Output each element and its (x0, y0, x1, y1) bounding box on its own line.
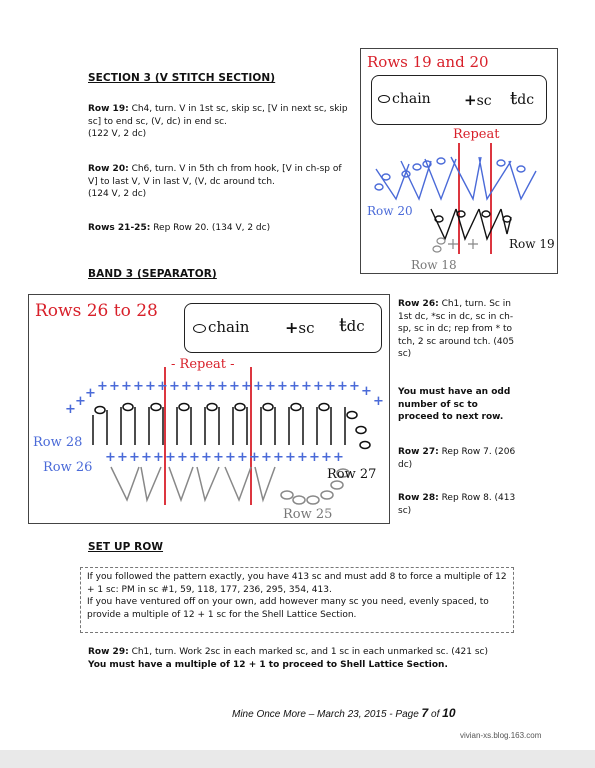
svg-text:+: + (145, 379, 156, 394)
row19-count: (122 V, 2 dc) (88, 129, 147, 139)
diagram-rows19-20 (360, 48, 558, 274)
page-footer (232, 706, 456, 720)
svg-text:+: + (177, 450, 188, 465)
diagram1-row19-label: Row 19 (509, 237, 555, 251)
diagram2-row25-label: Row 25 (283, 507, 333, 522)
row29-label: Row 29: (88, 647, 129, 657)
row26-sc-stitches (105, 450, 344, 465)
svg-text:+: + (333, 450, 344, 465)
svg-text:+: + (75, 394, 86, 409)
svg-text:+: + (133, 379, 144, 394)
diagram1-repeat: Repeat (453, 127, 500, 142)
section3-heading: SECTION 3 (V STITCH SECTION) (88, 72, 276, 84)
rows21-25-instruction (88, 222, 350, 235)
diagram2-row28-label: Row 28 (33, 435, 83, 450)
row29-instruction (88, 646, 508, 671)
svg-text:+: + (65, 402, 76, 417)
band3-heading: BAND 3 (SEPARATOR) (88, 268, 217, 280)
row20-count: (124 V, 2 dc) (88, 189, 147, 199)
footer-text: Mine Once More – March 23, 2015 - Page (232, 709, 422, 720)
svg-text:+: + (205, 379, 216, 394)
sc-symbol-icon: + (464, 91, 477, 109)
row20-label: Row 20: (88, 164, 129, 174)
legend2-chain-label: chain (208, 318, 250, 336)
svg-text:+: + (249, 450, 260, 465)
row20-instruction (88, 163, 350, 201)
setup-note (87, 571, 509, 621)
svg-text:+: + (301, 379, 312, 394)
svg-text:+: + (285, 450, 296, 465)
setup-note-1: If you followed the pattern exactly, you have 413 sc and must add 8 to force a multiple of 12 + 1 sc: PM in sc #1, 59, 118, 177, 236, 295, 354, 413. (87, 572, 507, 595)
svg-text:+: + (361, 384, 372, 399)
footer-of: of (428, 709, 443, 720)
row28-text: Rep Row 8. (413 sc) (398, 493, 516, 516)
footer-total: 10 (442, 706, 456, 720)
svg-text:+: + (349, 379, 360, 394)
diagram2-row26-label: Row 26 (43, 460, 93, 475)
diagram2-title: Rows 26 to 28 (35, 301, 158, 321)
setup-heading: SET UP ROW (88, 541, 164, 553)
svg-text:+: + (337, 379, 348, 394)
svg-text:+: + (237, 450, 248, 465)
svg-text:+: + (373, 394, 384, 409)
legend-dc-label: dc (517, 92, 535, 108)
svg-text:+: + (321, 450, 332, 465)
svg-text:+: + (297, 450, 308, 465)
svg-text:+: + (157, 379, 168, 394)
svg-text:+: + (273, 450, 284, 465)
footer-page: 7 (421, 706, 429, 720)
svg-text:+: + (289, 379, 300, 394)
row20-stitches (375, 157, 536, 199)
row19-stitches (431, 209, 511, 239)
row19-text: Ch4, turn. V in 1st sc, skip sc, [V in next sc, skip sc] to end sc, (V, dc) in end sc. (88, 104, 348, 127)
svg-text:+: + (225, 450, 236, 465)
svg-text:+: + (181, 379, 192, 394)
row28-label: Row 28: (398, 493, 439, 503)
diagram1-title: Rows 19 and 20 (367, 53, 489, 71)
svg-text:+: + (265, 379, 276, 394)
row27-instruction (398, 446, 518, 471)
svg-text:+: + (153, 450, 164, 465)
svg-text:+: + (105, 450, 116, 465)
watermark: vivian-xs.blog.163.com (460, 731, 542, 740)
svg-text:+: + (229, 379, 240, 394)
svg-text:+: + (165, 450, 176, 465)
svg-text:+: + (109, 379, 120, 394)
legend2-dc-label: dc (346, 317, 365, 335)
svg-text:+: + (85, 386, 96, 401)
dc-symbol-icon: ŧ (339, 314, 347, 336)
svg-text:+: + (261, 450, 272, 465)
svg-text:+: + (325, 379, 336, 394)
dc-symbol-icon: ŧ (510, 88, 518, 109)
bottom-strip (0, 750, 595, 768)
svg-text:+: + (169, 379, 180, 394)
row19-label: Row 19: (88, 104, 129, 114)
legend2-sc-label: sc (298, 319, 315, 337)
row26-text: Ch1, turn. Sc in 1st dc, *sc in dc, sc in ch-sp, sc in dc; rep from * to tch, 2 sc around tch. (405 sc) (398, 299, 515, 359)
svg-text:+: + (213, 450, 224, 465)
diagram2-repeat: - Repeat - (171, 357, 235, 372)
row25-stitches (111, 467, 349, 504)
odd-sc-warning: You must have an odd number of sc to proceed to next row. (398, 387, 511, 422)
row19-instruction (88, 103, 350, 141)
svg-text:+: + (309, 450, 320, 465)
svg-text:+: + (141, 450, 152, 465)
svg-text:+: + (97, 379, 108, 394)
legend-sc-label: sc (476, 93, 492, 109)
svg-text:+: + (121, 379, 132, 394)
svg-text:+: + (189, 450, 200, 465)
row18-stitches (433, 238, 478, 252)
rows21-25-text: Rep Row 20. (134 V, 2 dc) (153, 223, 271, 233)
setup-note-2: If you have ventured off on your own, add however many sc you need, evenly spaced, to provide a multiple of 12 + 1 sc for the Shell Lattice Section. (87, 597, 489, 620)
svg-text:+: + (201, 450, 212, 465)
row29-requirement: You must have a multiple of 12 + 1 to proceed to Shell Lattice Section. (88, 659, 448, 670)
rows21-25-label: Rows 21-25: (88, 223, 151, 233)
svg-text:+: + (129, 450, 140, 465)
row27-text: Rep Row 7. (206 dc) (398, 447, 516, 470)
diagram2-stitch-chart (29, 295, 389, 523)
row20-text: Ch6, turn. V in 5th ch from hook, [V in ch-sp of V] to last V, V in last V, (V, dc around tch. (88, 164, 342, 187)
diagram1-row20-label: Row 20 (367, 204, 413, 218)
svg-text:+: + (117, 450, 128, 465)
svg-text:+: + (253, 379, 264, 394)
diagram1-row18-label: Row 18 (411, 258, 457, 272)
legend-chain-label: chain (392, 91, 431, 107)
diagram-rows26-28 (28, 294, 390, 524)
row26-label: Row 26: (398, 299, 439, 309)
svg-text:+: + (241, 379, 252, 394)
row27-label: Row 27: (398, 447, 439, 457)
svg-text:+: + (217, 379, 228, 394)
svg-text:+: + (277, 379, 288, 394)
row28-instruction (398, 492, 518, 517)
svg-text:+: + (313, 379, 324, 394)
row26-instruction (398, 298, 524, 361)
diagram2-repeat-label: Repeat (179, 357, 227, 372)
row29-text: Ch1, turn. Work 2sc in each marked sc, and 1 sc in each unmarked sc. (421 sc) (131, 647, 489, 657)
diagram2-row27-label: Row 27 (327, 467, 377, 482)
svg-text:+: + (193, 379, 204, 394)
sc-symbol-icon: + (285, 318, 299, 337)
row28-sc-stitches (65, 379, 384, 417)
row27-dc-stitches (93, 404, 370, 449)
